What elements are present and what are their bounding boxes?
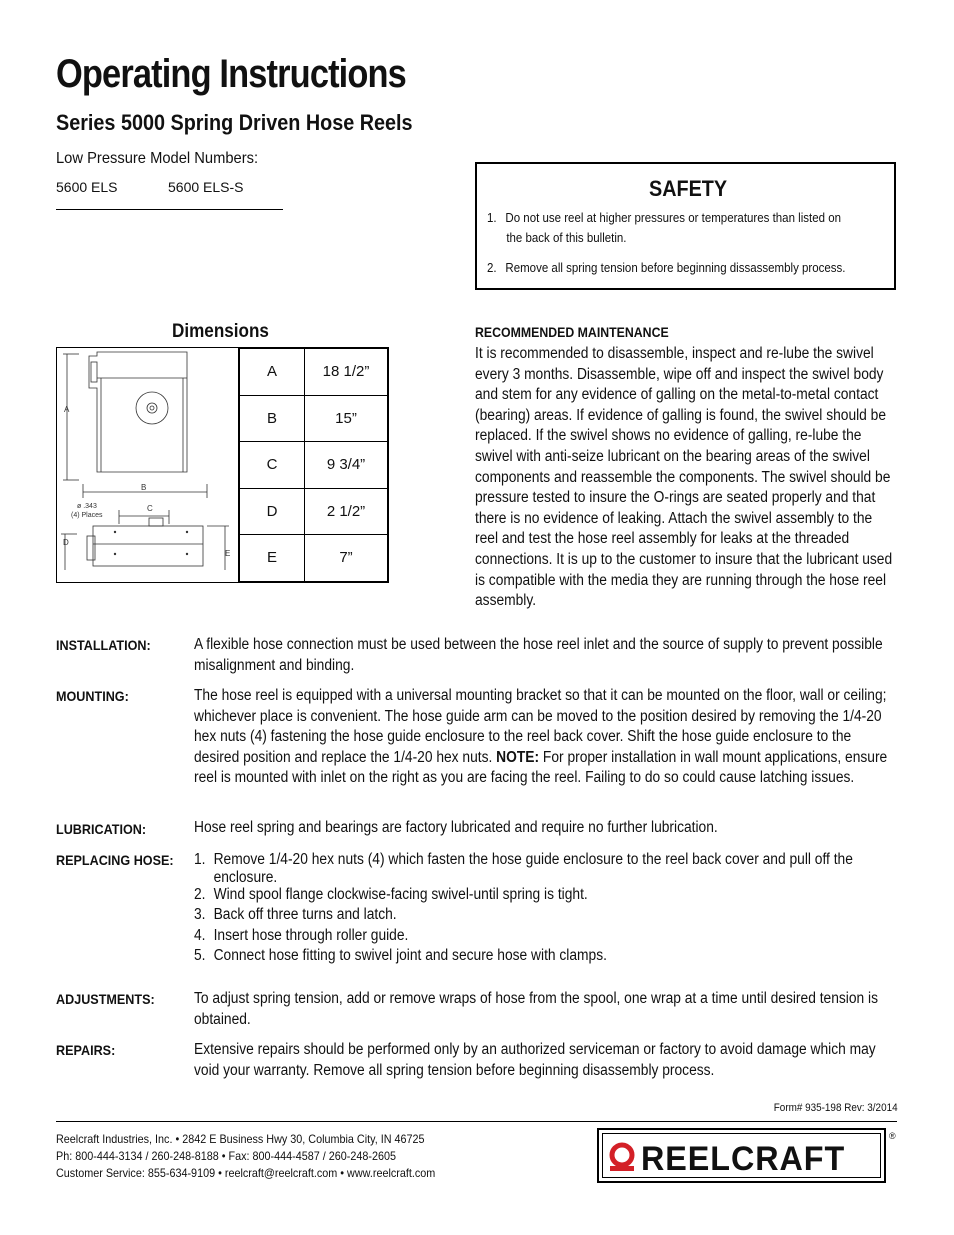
step-text: Insert hose through roller guide.: [213, 926, 409, 944]
step-text: Remove 1/4-20 hex nuts (4) which fasten the hose guide enclosure to the reel back cover and pull off the: [213, 851, 853, 868]
step-number: 3.: [194, 906, 206, 923]
lubrication-label: LUBRICATION:: [56, 821, 147, 837]
hose-reel-drawing: [57, 348, 239, 582]
hole-places-label: (4) Places: [71, 512, 103, 519]
dim-label-e: E: [225, 549, 231, 558]
form-number: Form# 935-198 Rev: 3/2014: [774, 1102, 898, 1114]
reel-diagram-icon: [57, 348, 238, 582]
dim-value: 7”: [305, 535, 388, 582]
divider: [56, 209, 283, 210]
list-item: [194, 946, 886, 967]
dim-value: 15”: [305, 395, 388, 442]
repairs-label: REPAIRS:: [56, 1042, 116, 1058]
dim-key: E: [240, 535, 305, 582]
adjustments-label: ADJUSTMENTS:: [56, 991, 155, 1007]
note-label: NOTE:: [496, 748, 540, 766]
safety-item: [487, 258, 873, 278]
mounting-text-continued: For proper installation in wall mount applications, ensure reel is mounted with inlet on the right as you are facing the reel. Failing to do so could cause latching issues.: [194, 748, 888, 787]
list-item: [194, 850, 886, 885]
table-row: [240, 488, 388, 535]
safety-title: SAFETY: [649, 176, 728, 201]
lubrication-body: Hose reel spring and bearings are factory lubricated and require no further lubrication.: [194, 819, 718, 836]
model-number: 5600 ELS-S: [168, 179, 244, 195]
mounting-body: [194, 686, 888, 789]
list-item: [194, 885, 886, 906]
safety-item-text: Do not use reel at higher pressures or temperatures than listed on: [505, 211, 842, 225]
step-text: Wind spool flange clockwise-facing swivel-until spring is tight.: [213, 885, 588, 903]
dim-value: 18 1/2”: [305, 349, 388, 396]
safety-item-text-continued: the back of this bulletin.: [506, 231, 627, 245]
table-row: [240, 442, 388, 489]
installation-label: INSTALLATION:: [56, 637, 151, 653]
list-item: [194, 905, 886, 926]
table-row: [240, 349, 388, 396]
dim-label-b: B: [141, 483, 147, 492]
dim-label-c: C: [147, 504, 153, 513]
adjustments-body: To adjust spring tension, add or remove wraps of hose from the spool, one wrap at a time until desired tension is obtained.: [194, 990, 878, 1028]
maintenance-heading: RECOMMENDED MAINTENANCE: [475, 324, 669, 340]
safety-item-number: 1.: [487, 211, 497, 225]
footer-contact: Customer Service: 855-634-9109 • reelcraft@reelcraft.com • www.reelcraft.com: [56, 1166, 436, 1180]
mounting-label: MOUNTING:: [56, 688, 129, 704]
dim-key: C: [240, 442, 305, 489]
mounting-text: The hose reel is equipped with a universal mounting bracket so that it can be mounted on the floor, wall or ceiling; whichever place is convenient. The hose guide arm can be moved to the position desired by removing the 1/4-20 hex nuts (4) fastening the hose guide enclosure to the reel back cover. Shift the hose guide enclosure to the desired position and replace the 1/4-20 hex nuts.: [194, 687, 887, 766]
footer-address: Reelcraft Industries, Inc. • 2842 E Business Hwy 30, Columbia City, IN 46725: [56, 1132, 425, 1146]
dim-label-a: A: [64, 405, 70, 414]
page-title: Operating Instructions: [56, 52, 406, 96]
step-number: 1.: [194, 851, 206, 868]
dimensions-title: Dimensions: [172, 321, 269, 342]
dim-key: B: [240, 395, 305, 442]
maintenance-body: It is recommended to disassemble, inspect and re-lube the swivel every 3 months. Disassemble, wipe off and inspect the swivel body and stem for any evidence of galling on the metal-to-metal contact (bearing) areas. If evidence of galling is found, the swivel should be replaced. If the swivel shows no evidence of galling, re-lube the swivel with anti-seize lubricant on the bearing areas of the swivel components and reassemble the components. The swivel should be pressure tested to insure the O-rings are seated properly and that there is no evidence of leaking. Attach the swivel assembly to the reel and test the hose reel assembly for leaks at the threaded connections. It is up to the customer to insure that the lubricant used is compatible with the media they are running through the hose reel assembly.: [475, 345, 893, 610]
dim-value: 9 3/4”: [305, 442, 388, 489]
list-item: [194, 926, 886, 947]
hole-size-label: ø .343: [77, 503, 97, 510]
logo-text: REELCRAFT: [641, 1140, 846, 1178]
reelcraft-q-icon: [607, 1142, 637, 1174]
footer-divider: [56, 1121, 897, 1122]
step-text: Connect hose fitting to swivel joint and secure hose with clamps.: [213, 947, 607, 964]
model-number: 5600 ELS: [56, 179, 118, 195]
safety-box: [475, 162, 896, 290]
dim-key: D: [240, 488, 305, 535]
step-number: 5.: [194, 947, 206, 964]
reelcraft-logo: [597, 1128, 886, 1183]
step-text-continued: enclosure.: [213, 868, 278, 886]
dim-key: A: [240, 349, 305, 396]
repairs-body: Extensive repairs should be performed only by an authorized serviceman or factory to avoid damage which may void your warranty. Remove all spring tension before beginning disassembly process.: [194, 1041, 876, 1079]
replacing-hose-label: REPLACING HOSE:: [56, 852, 174, 868]
model-numbers-label: Low Pressure Model Numbers:: [56, 150, 259, 167]
table-row: [240, 395, 388, 442]
page-subtitle: Series 5000 Spring Driven Hose Reels: [56, 110, 413, 135]
dimensions-panel: [56, 347, 389, 583]
safety-item: [487, 208, 873, 248]
table-row: [240, 535, 388, 582]
step-number: 2.: [194, 885, 206, 903]
step-number: 4.: [194, 926, 206, 944]
footer-phone: Ph: 800-444-3134 / 260-248-8188 • Fax: 800-444-4587 / 260-248-2605: [56, 1149, 397, 1163]
replacing-hose-steps: [194, 850, 886, 967]
dim-label-d: D: [63, 538, 69, 547]
safety-item-text: Remove all spring tension before beginning dissassembly process.: [505, 261, 846, 275]
registered-mark: ®: [889, 1131, 896, 1141]
installation-body: A flexible hose connection must be used between the hose reel inlet and the source of supply to prevent possible misalignment and binding.: [194, 636, 883, 674]
dimensions-table: [239, 348, 388, 582]
step-text: Back off three turns and latch.: [213, 906, 397, 923]
safety-item-number: 2.: [487, 261, 497, 275]
dim-value: 2 1/2”: [305, 488, 388, 535]
